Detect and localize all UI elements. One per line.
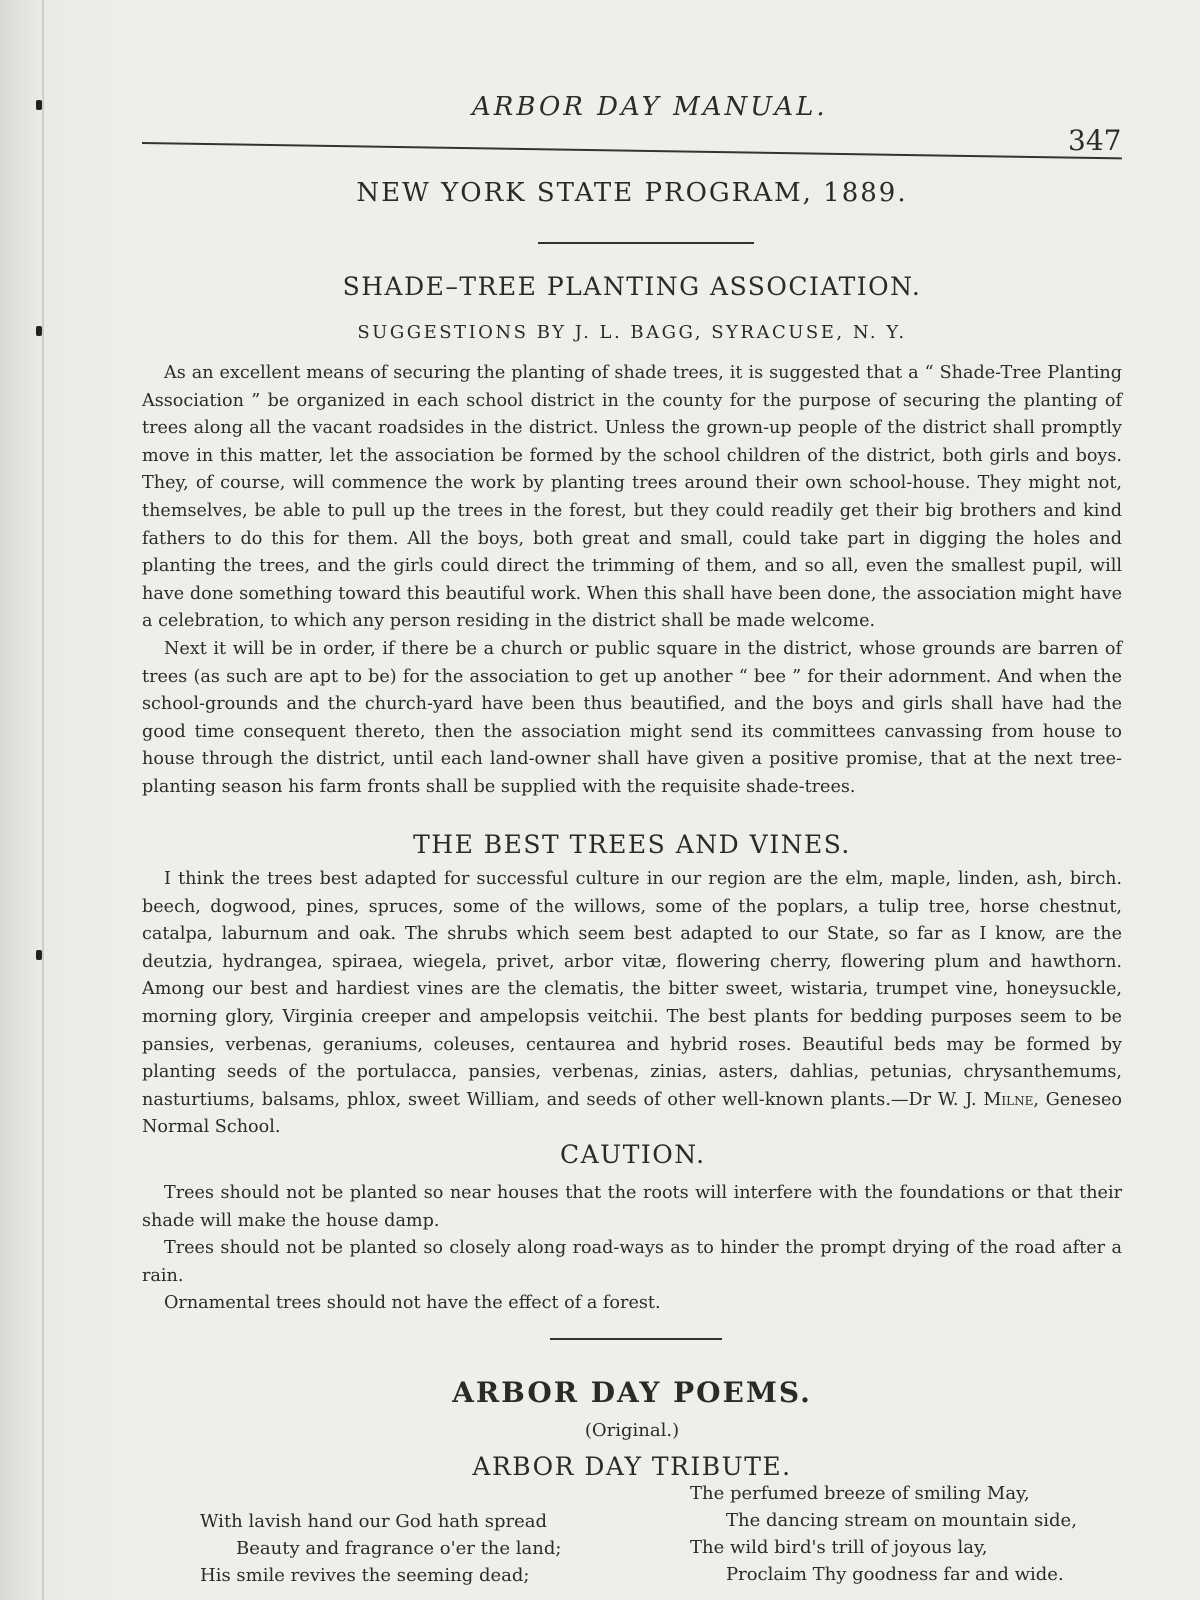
best-trees-text — [142, 866, 1122, 1142]
paragraph: As an excellent means of securing the planting of shade trees, it is suggested that a “ Shade-Tree Planting Association ” be organized in each school district in the county for the purpose of securing the planting of trees along all the vacant roadsides in the district. Unless the grown-up people of the district shall promptly move in this matter, let the association be formed by the school children of the district, both girls and boys. They, of course, will commence the work by planting trees around their own school-house. They might not, themselves, be able to pull up the trees in the forest, but they could readily get their big brothers and kind fathers to do this for them. All the boys, both great and small, could take part in digging the holes and planting the trees, and the girls could direct the trimming of them, and so all, even the smallest pupil, will have done something toward this beautiful work. When this shall have been done, the association might have a celebration, to which any person residing in the district shall be made welcome. — [142, 363, 1122, 632]
caution-title: CAUTION. — [560, 1140, 706, 1169]
author-surname: Milne — [983, 1089, 1034, 1110]
poem-line: Beauty and fragrance o'er the land; — [236, 1538, 562, 1559]
poems-note: (Original.) — [584, 1420, 680, 1441]
gutter-edge — [42, 0, 44, 1600]
association-text — [142, 360, 1122, 802]
section-divider — [550, 1338, 722, 1340]
poems-title: ARBOR DAY POEMS. — [452, 1376, 812, 1409]
poem-line: With lavish hand our God hath spread — [200, 1511, 547, 1532]
poem-right-stanza — [690, 1480, 1077, 1588]
poem-left-stanza — [200, 1508, 561, 1589]
best-trees-title: THE BEST TREES AND VINES. — [413, 830, 851, 859]
poem-line: The dancing stream on mountain side, — [726, 1510, 1077, 1531]
author-affiliation: , Geneseo Normal School. — [142, 1089, 1122, 1138]
poem-line: The perfumed breeze of smiling May, — [690, 1483, 1030, 1504]
program-title: NEW YORK STATE PROGRAM, 1889. — [356, 178, 908, 208]
paragraph — [142, 866, 1122, 1142]
binding-mark — [36, 100, 42, 110]
association-title: SHADE–TREE PLANTING ASSOCIATION. — [342, 272, 922, 301]
binding-mark — [36, 326, 42, 336]
poem-line: His smile revives the seeming dead; — [200, 1565, 530, 1586]
caution-item: Trees should not be planted so closely along road-ways as to hinder the prompt drying of the road after a rain. — [142, 1238, 1122, 1286]
header-rule — [142, 142, 1122, 159]
section-divider — [538, 242, 754, 244]
poem-line: Proclaim Thy goodness far and wide. — [726, 1564, 1064, 1585]
running-title: ARBOR DAY MANUAL. — [472, 92, 828, 122]
caution-item: Ornamental trees should not have the effect of a forest. — [164, 1293, 661, 1314]
caution-text — [142, 1180, 1122, 1318]
caution-item: Trees should not be planted so near houses that the roots will interfere with the foundations or that their shade will make the house damp. — [142, 1183, 1122, 1231]
binding-mark — [36, 950, 42, 960]
poem-line: The wild bird's trill of joyous lay, — [690, 1537, 988, 1558]
association-subtitle: SUGGESTIONS BY J. L. BAGG, SYRACUSE, N. Y. — [357, 322, 907, 343]
page-number: 347 — [1068, 124, 1122, 157]
tribute-title: ARBOR DAY TRIBUTE. — [472, 1452, 792, 1481]
paragraph: Next it will be in order, if there be a church or public square in the district, whose grounds are barren of trees (as such are apt to be) for the association to get up another “ bee ” for their adornment. And when the school-grounds and the church-yard have been thus beautified, and the boys and girls shall have had the good time consequent thereto, then the association might send its committees canvassing from house to house through the district, until each land-owner shall have given a positive promise, that at the next tree-planting season his farm fronts shall be supplied with the requisite shade-trees. — [142, 638, 1122, 797]
paragraph-body: I think the trees best adapted for successful culture in our region are the elm, maple, linden, ash, birch. beech, dogwood, pines, spruces, some of the willows, some of the poplars, a tulip tree, horse chestnut, catalpa, laburnum and oak. The shrubs which seem best adapted to our State, so far as I know, are the deutzia, hydrangea, spiraea, wiegela, privet, arbor vitæ, flowering cherry, flowering plum and hawthorn. Among our best and hardiest vines are the clematis, the bitter sweet, wistaria, trumpet vine, honeysuckle, morning glory, Virginia creeper and ampelopsis veitchii. The best plants for bedding purposes seem to be pansies, verbenas, geraniums, coleuses, centaurea and hybrid roses. Beautiful beds may be formed by planting seeds of the portulacca, pansies, verbenas, zinias, asters, dahlias, petunias, chrysanthemums, nasturtiums, balsams, phlox, sweet William, and seeds of other well-known plants.—Dr W. J. — [142, 869, 1122, 1110]
